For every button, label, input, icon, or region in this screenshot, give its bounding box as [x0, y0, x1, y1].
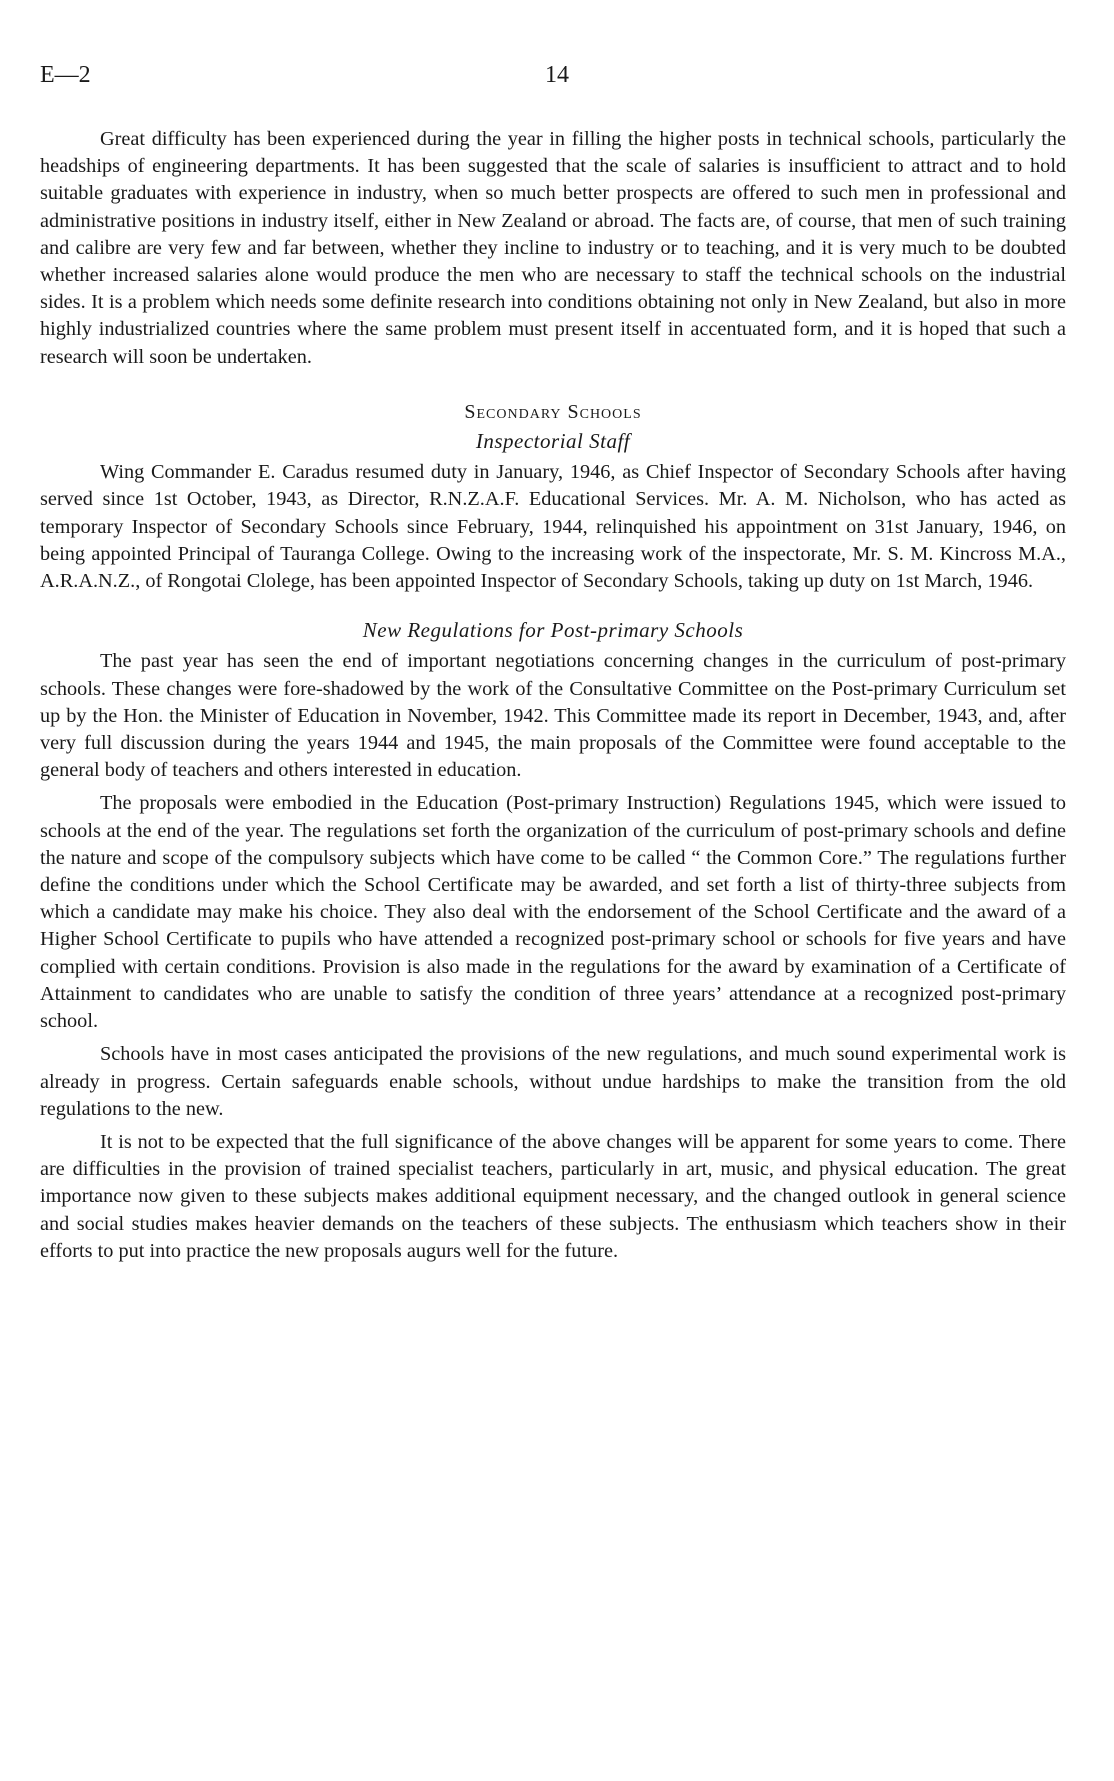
page-header — [40, 62, 1074, 96]
paragraph-curriculum-changes: The past year has seen the end of important negotiations concerning changes in the curriculum of post-primary schools. These changes were fore-shadowed by the work of the Consultative Committee on the Post-primary Curriculum set up by the Hon. the Minister of Education in November, 1942. This Committee made its report in December, 1943, and, after very full discussion during the years 1944 and 1945, the main proposals of the Committee were found acceptable to the general body of teachers and others interested in education. — [40, 650, 1066, 782]
document-reference: E—2 — [40, 62, 91, 88]
paragraph-inspectorial-staff: Wing Commander E. Caradus resumed duty in January, 1946, as Chief Inspector of Secondary Schools after having served since 1st October, 1943, as Director, R.N.Z.A.F. Educational Services. Mr. A. M. Nicholson, who has acted as temporary Inspector of Secondary Schools since February, 1944, relinquished his appointment on 31st January, 1946, on being appointed Principal of Tauranga College. Owing to the increasing work of the inspectorate, Mr. S. M. Kincross M.A., A.R.A.N.Z., of Rongotai Clolege, has been appointed Inspector of Secondary Schools, taking up duty on 1st March, 1946. — [40, 461, 1066, 593]
paragraph-regulations-1945: The proposals were embodied in the Education (Post-primary Instruction) Regulations 1945, which were issued to schools at the end of the year. The regulations set forth the organization of the curriculum of post-primary schools and define the nature and scope of the compulsory subjects which have come to be called “ the Common Core.” The regulations further define the conditions under which the School Certificate may be awarded, and set forth a list of thirty-three subjects from which a candidate may make his choice. They also deal with the endorsement of the School Certificate and the award of a Higher School Certificate to pupils who have attended a recognized post-primary school or schools for five years and have complied with certain conditions. Provision is also made in the regulations for the award by examination of a Certificate of Attainment to candidates who are unable to satisfy the condition of three years’ attendance at a recognized post-primary school. — [40, 792, 1066, 1033]
paragraph-significance: It is not to be expected that the full significance of the above changes will be apparent for some years to come. There are difficulties in the provision of trained specialist teachers, particularly in art, music, and physical education. The great importance now given to these subjects makes additional equipment necessary, and the changed outlook in general science and social studies makes heavier demands on the teachers of these subjects. The enthusiasm which teachers show in their efforts to put into practice the new proposals augurs well for the future. — [40, 1130, 1066, 1262]
page-number: 14 — [545, 62, 569, 88]
subheading-inspectorial-staff: Inspectorial Staff — [475, 429, 631, 454]
section-heading: Secondary Schools — [464, 400, 642, 423]
body-text — [40, 126, 1066, 1271]
paragraph-schools-anticipated: Schools have in most cases anticipated the provisions of the new regulations, and much sound experimental work is already in progress. Certain safeguards enable schools, without undue hardships to make the transition from the old regulations to the new. — [40, 1043, 1066, 1120]
paragraph-technical-schools: Great difficulty has been experienced during the year in filling the higher posts in technical schools, particularly the headships of engineering departments. It has been suggested that the scale of salaries is insufficient to attract and to hold suitable graduates with experience in industry, when so much better prospects are offered to such men in professional and administrative positions in industry itself, either in New Zealand or abroad. The facts are, of course, that men of such training and calibre are very few and far between, whether they incline to industry or to teaching, and it is very much to be doubted whether increased salaries alone would produce the men who are necessary to staff the technical schools on the industrial sides. It is a problem which needs some definite research into conditions obtaining not only in New Zealand, but also in more highly industrialized countries where the same problem must present itself in accentuated form, and it is hoped that such a research will soon be undertaken. — [40, 128, 1066, 368]
subheading-new-regulations: New Regulations for Post-primary Schools — [362, 618, 744, 643]
